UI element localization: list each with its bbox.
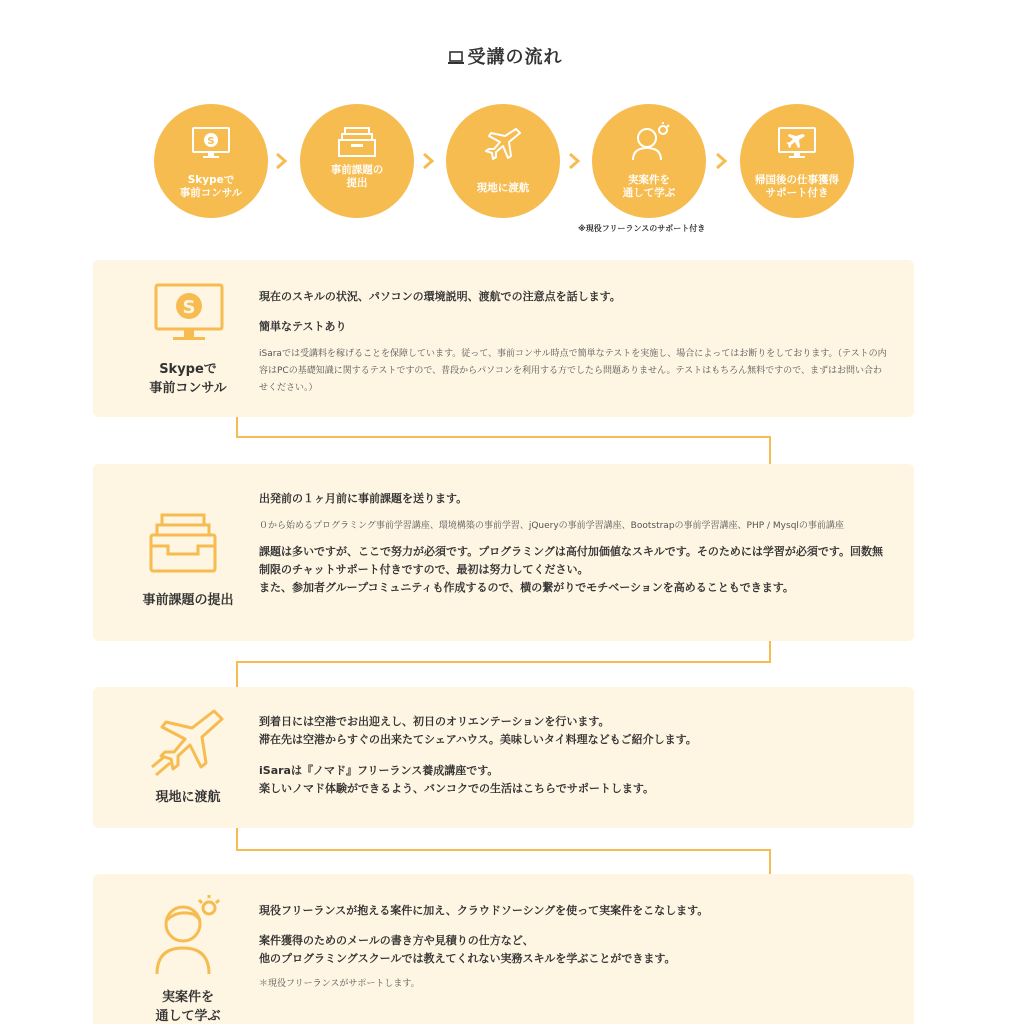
connector-line (236, 661, 238, 687)
card-real-projects (93, 874, 914, 1024)
card-text: 課題は多いですが、ここで努力が必須です。プログラミングは高付加価値なスキルです。そのためには学習が必須です。回数無制限のチャットサポート付きですので、最初は努力してください。 また、参加者グループコミュニティも作成するので、横の繋がりでモチベーションを高めることもできます。 (259, 545, 884, 594)
step-real-projects (592, 104, 706, 218)
airplane-icon (483, 126, 523, 162)
svg-text:S: S (207, 136, 215, 147)
step-label: 事前課題の 提出 (330, 164, 384, 189)
card-skype-consult (93, 260, 914, 417)
card-title: 事前課題の提出 (142, 593, 234, 608)
laptop-icon (448, 51, 464, 65)
card-text: iSaraは『ノマド』フリーランス養成講座です。 楽しいノマド体験ができるよう、バンコクでの生活はこちらでサポートします。 (259, 764, 655, 795)
card-text: 現在のスキルの状況、パソコンの環境説明、渡航での注意点を話します。 (259, 290, 621, 303)
connector-line (769, 849, 771, 874)
step-label: 現地に渡航 (476, 182, 530, 194)
chevron-right-icon (567, 152, 581, 170)
step-travel (446, 104, 560, 218)
card-text: 出発前の１ヶ月前に事前課題を送ります。 (259, 492, 468, 505)
chevron-right-icon (274, 152, 288, 170)
card-travel (93, 687, 914, 828)
step-skype-consult (154, 104, 268, 218)
card-note: iSaraでは受講料を稼げることを保障しています。従って、事前コンサル時点で簡単なテストを実施し、場合によってはお断りをしております。（テストの内容はPCの基礎知識に関するテストですので、普段からパソコンを利用する方でしたら問題ありません。テストはもちろん無料ですので、まずはお問い合わせください。） (259, 349, 887, 393)
skype-monitor-icon (153, 282, 225, 344)
inbox-tray-icon (337, 126, 377, 158)
person-idea-icon (627, 122, 671, 162)
person-idea-icon (153, 894, 225, 976)
connector-line (236, 436, 771, 438)
chevron-right-icon (421, 152, 435, 170)
card-title: 実案件を 通して学ぶ (155, 990, 221, 1024)
connector-line (236, 661, 771, 663)
chevron-right-icon (714, 152, 728, 170)
skype-monitor-icon (191, 126, 231, 160)
connector-line (236, 417, 238, 437)
step-prework (300, 104, 414, 218)
connector-line (769, 641, 771, 663)
airplane-icon (148, 707, 228, 777)
card-title: 現地に渡航 (155, 790, 221, 805)
inbox-tray-icon (148, 512, 218, 574)
support-note: ※現役フリーランスのサポート付き (578, 224, 706, 233)
card-text: 案件獲得のためのメールの書き方や見積りの仕方など、 他のプログラミングスクールでは教えてくれない実務スキルを学ぶことができます。 (259, 934, 676, 965)
card-title: Skypeで 事前コンサル (149, 362, 227, 396)
page-title-text: 受講の流れ (467, 47, 563, 68)
page-title (0, 43, 1010, 69)
step-job-support (740, 104, 854, 218)
monitor-plane-icon (777, 126, 817, 160)
card-note: ＊現役フリーランスがサポートします。 (259, 979, 420, 989)
card-text: 到着日には空港でお出迎えし、初日のオリエンテーションを行います。 滞在先は空港からすぐの出来たてシェアハウス。美味しいタイ料理などもご紹介します。 (259, 715, 697, 746)
step-label: Skypeで 事前コンサル (179, 174, 243, 199)
connector-line (236, 828, 238, 850)
connector-line (236, 849, 771, 851)
card-prework (93, 464, 914, 641)
step-label: 帰国後の仕事獲得 サポート付き (755, 174, 839, 199)
card-note: ０から始めるプログラミング事前学習講座、環境構築の事前学習、jQueryの事前学習講座、Bootstrapの事前学習講座、PHP / Mysqlの事前講座 (259, 521, 844, 531)
step-label: 実案件を 通して学ぶ (622, 174, 676, 199)
card-text: 現役フリーランスが抱える案件に加え、クラウドソーシングを使って実案件をこなします。 (259, 904, 709, 917)
connector-line (769, 436, 771, 464)
card-text: 簡単なテストあり (259, 320, 347, 333)
svg-text:S: S (182, 297, 196, 318)
